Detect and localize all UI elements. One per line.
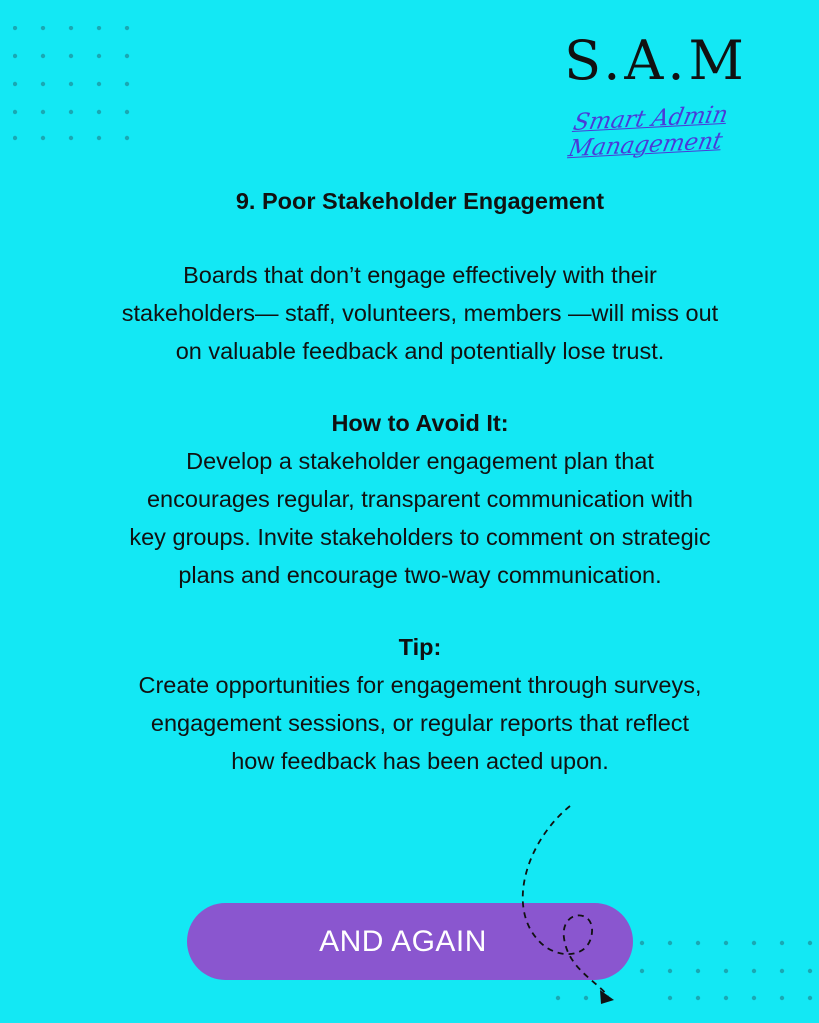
intro-line-1: Boards that don’t engage effectively with their [183, 262, 657, 288]
and-again-label: AND AGAIN [319, 924, 487, 958]
section-heading: 9. Poor Stakeholder Engagement [235, 188, 605, 214]
tip-line-1: Create opportunities for engagement through surveys, [138, 672, 702, 698]
decorative-dot-grid-top [13, 26, 143, 146]
logo-title: S.A.M [564, 29, 748, 92]
intro-line-2: stakeholders— staff, volunteers, members —will miss out [121, 300, 719, 326]
avoid-line-4: plans and encourage two-way communication. [178, 562, 662, 588]
tip-heading: Tip: [398, 634, 442, 660]
tip-line-2: engagement sessions, or regular reports that reflect [150, 710, 690, 736]
sam-logo [500, 29, 800, 163]
dashed-loop-arrow-icon [500, 800, 640, 1015]
avoid-line-2: encourages regular, transparent communication with [146, 486, 694, 512]
avoid-heading: How to Avoid It: [331, 410, 509, 436]
logo-subtitle: Smart Admin Management [566, 101, 731, 163]
avoid-line-1: Develop a stakeholder engagement plan that [186, 448, 654, 474]
avoid-line-3: key groups. Invite stakeholders to comment on strategic [129, 524, 711, 550]
intro-line-3: on valuable feedback and potentially lose trust. [175, 338, 665, 364]
main-content [60, 182, 780, 780]
tip-line-3: how feedback has been acted upon. [231, 748, 609, 774]
